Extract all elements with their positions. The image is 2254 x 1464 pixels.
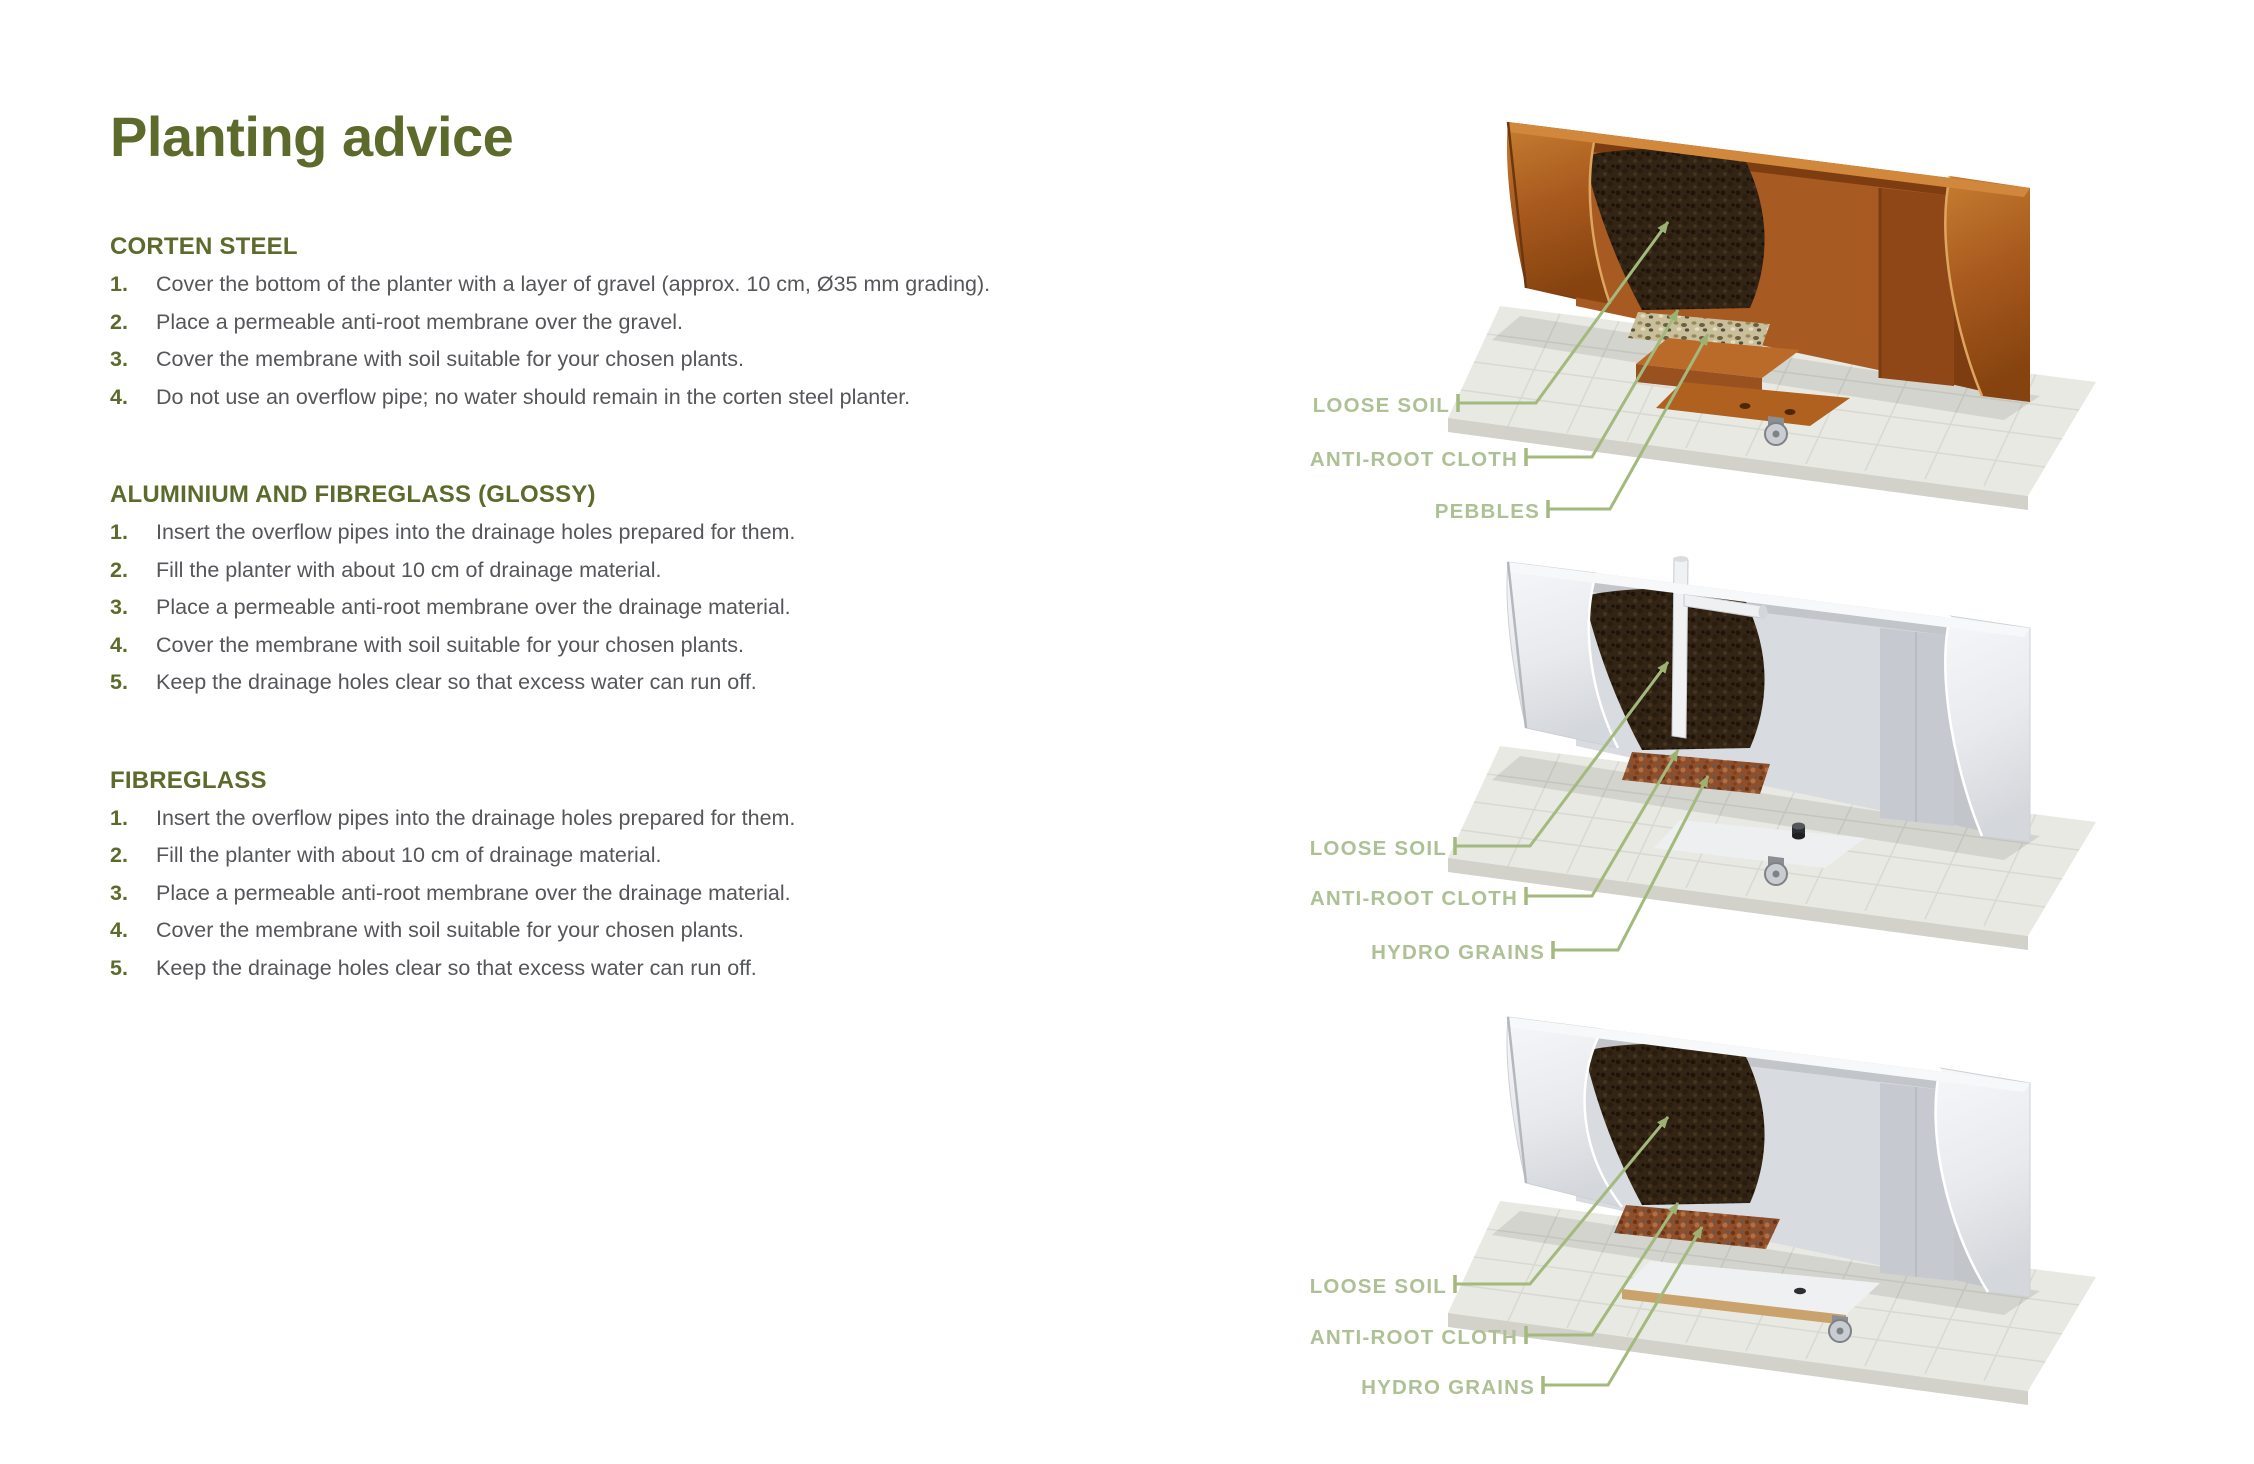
step-item — [110, 341, 1120, 379]
label-loose-soil: LOOSE SOIL — [1312, 394, 1450, 417]
step-number: 2. — [110, 557, 128, 582]
label-anti-root-cloth: ANTI-ROOT CLOTH — [1309, 1326, 1518, 1349]
section-heading-corten: CORTEN STEEL — [110, 233, 298, 260]
step-item — [110, 266, 1120, 304]
label-anti-root-cloth: ANTI-ROOT CLOTH — [1309, 448, 1518, 471]
step-text: Insert the overflow pipes into the drainage holes prepared for them. — [156, 805, 796, 830]
step-text: Place a permeable anti-root membrane over the drainage material. — [156, 880, 791, 905]
label-loose-soil: LOOSE SOIL — [1309, 1275, 1447, 1298]
step-number: 2. — [110, 843, 128, 867]
drain-plug — [1792, 823, 1805, 840]
diagram-fibreglass — [1240, 955, 2140, 1455]
label-loose-soil: LOOSE SOIL — [1309, 837, 1447, 860]
step-list-corten — [110, 266, 1120, 416]
section-heading-fibreglass: FIBREGLASS — [110, 766, 267, 794]
step-text: Place a permeable anti-root membrane over the drainage material. — [156, 595, 791, 619]
step-text: Keep the drainage holes clear so that excess water can run off. — [156, 955, 757, 980]
step-text: Cover the bottom of the planter with a layer of gravel (approx. 10 cm, Ø35 mm grading). — [156, 272, 991, 296]
step-text: Insert the overflow pipes into the drainage holes prepared for them. — [156, 520, 796, 544]
section-heading-aluminium: ALUMINIUM AND FIBREGLASS (GLOSSY) — [110, 481, 596, 508]
step-number: 2. — [110, 309, 128, 334]
wheel — [1765, 416, 1787, 445]
wheel — [1829, 1315, 1851, 1342]
text-column — [110, 0, 1120, 987]
step-item — [110, 627, 1120, 665]
step-item — [110, 875, 1120, 913]
label-hydro-grains: HYDRO GRAINS — [1361, 1376, 1535, 1399]
step-number: 4. — [110, 632, 128, 657]
step-number: 3. — [110, 595, 128, 619]
step-text: Fill the planter with about 10 cm of drainage material. — [156, 843, 662, 867]
section-aluminium-fibreglass — [110, 480, 1120, 702]
step-text: Place a permeable anti-root membrane over the gravel. — [156, 309, 684, 334]
step-text: Cover the membrane with soil suitable for your chosen plants. — [156, 632, 744, 657]
step-text: Do not use an overflow pipe; no water should remain in the corten steel planter. — [156, 384, 911, 409]
step-text: Fill the planter with about 10 cm of drainage material. — [156, 557, 662, 582]
step-item — [110, 912, 1120, 950]
section-corten-steel — [110, 232, 1120, 416]
step-number: 5. — [110, 670, 128, 694]
wheel — [1765, 856, 1787, 885]
step-number: 4. — [110, 918, 128, 942]
step-item — [110, 514, 1120, 552]
step-item — [110, 950, 1120, 988]
section-fibreglass — [110, 766, 1120, 988]
step-number: 4. — [110, 384, 128, 409]
step-number: 3. — [110, 347, 128, 371]
step-item — [110, 664, 1120, 702]
step-item — [110, 837, 1120, 875]
label-anti-root-cloth: ANTI-ROOT CLOTH — [1309, 887, 1518, 910]
step-text: Cover the membrane with soil suitable for your chosen plants. — [156, 347, 744, 371]
label-hydro-grains: HYDRO GRAINS — [1371, 941, 1545, 964]
step-number: 3. — [110, 880, 128, 905]
step-number: 1. — [110, 272, 128, 296]
step-list-fibreglass — [110, 800, 1120, 988]
step-item — [110, 304, 1120, 342]
step-item — [110, 800, 1120, 838]
step-number: 1. — [110, 805, 128, 830]
diagram-aluminium — [1240, 500, 2140, 1000]
step-number: 5. — [110, 955, 128, 980]
label-pebbles: PEBBLES — [1434, 500, 1540, 523]
step-item — [110, 552, 1120, 590]
step-text: Cover the membrane with soil suitable for your chosen plants. — [156, 918, 744, 942]
step-item — [110, 379, 1120, 417]
step-number: 1. — [110, 520, 128, 544]
diagram-corten-steel — [1240, 60, 2140, 540]
step-text: Keep the drainage holes clear so that excess water can run off. — [156, 670, 757, 694]
step-list-aluminium — [110, 514, 1120, 702]
step-item — [110, 589, 1120, 627]
page-title: Planting advice — [110, 105, 514, 168]
